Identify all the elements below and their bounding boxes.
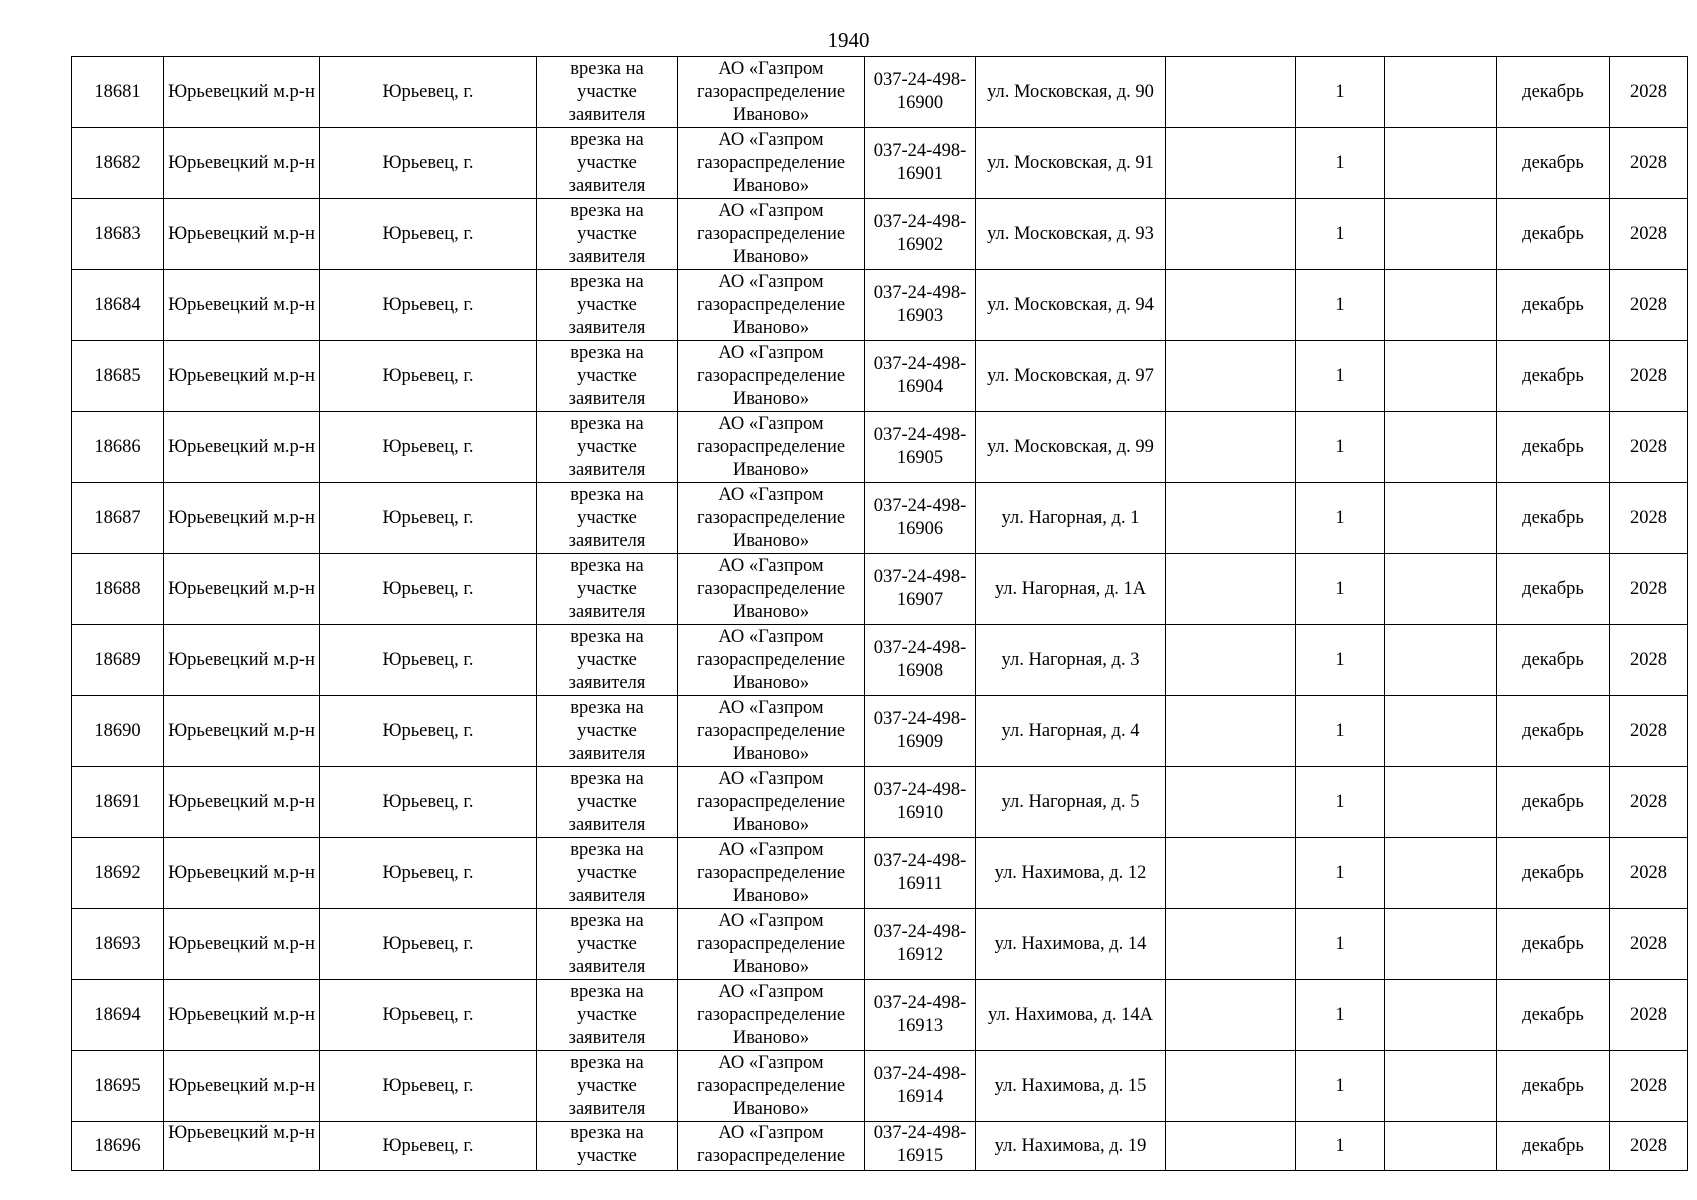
table-row (72, 128, 1688, 199)
year-cell: 2028 (1610, 483, 1688, 554)
quantity-cell: 1 (1296, 1051, 1385, 1122)
table-row (72, 838, 1688, 909)
empty-cell (1385, 909, 1497, 980)
object-code-cell: 037-24-498-16900 (865, 57, 976, 128)
empty-cell (1385, 1122, 1497, 1171)
address-cell: ул. Нагорная, д. 3 (976, 625, 1166, 696)
organization-cell: АО «Газпром газораспределение Иваново» (678, 696, 865, 767)
object-code-cell: 037-24-498-16903 (865, 270, 976, 341)
empty-cell (1385, 412, 1497, 483)
locality-cell: Юрьевец, г. (320, 1051, 537, 1122)
object-code-cell: 037-24-498-16912 (865, 909, 976, 980)
quantity-cell: 1 (1296, 199, 1385, 270)
year-cell: 2028 (1610, 767, 1688, 838)
district-cell: Юрьевецкий м.р-н (164, 625, 320, 696)
address-cell: ул. Нахимова, д. 12 (976, 838, 1166, 909)
row-number-cell: 18689 (72, 625, 164, 696)
row-number-cell: 18693 (72, 909, 164, 980)
empty-cell (1166, 412, 1296, 483)
empty-cell (1385, 270, 1497, 341)
organization-cell: АО «Газпром газораспределение Иваново» (678, 980, 865, 1051)
year-cell: 2028 (1610, 128, 1688, 199)
connection-type-cell: врезка на участке заявителя (537, 554, 678, 625)
organization-cell: АО «Газпром газораспределение Иваново» (678, 838, 865, 909)
table-row (72, 696, 1688, 767)
month-cell: декабрь (1497, 980, 1610, 1051)
year-cell: 2028 (1610, 696, 1688, 767)
empty-cell (1385, 767, 1497, 838)
empty-cell (1166, 57, 1296, 128)
organization-cell: АО «Газпром газораспределение Иваново» (678, 483, 865, 554)
district-cell: Юрьевецкий м.р-н (164, 838, 320, 909)
year-cell: 2028 (1610, 1122, 1688, 1171)
quantity-cell: 1 (1296, 341, 1385, 412)
empty-cell (1385, 483, 1497, 554)
empty-cell (1385, 696, 1497, 767)
address-cell: ул. Нахимова, д. 14 (976, 909, 1166, 980)
district-cell: Юрьевецкий м.р-н (164, 57, 320, 128)
empty-cell (1166, 696, 1296, 767)
year-cell: 2028 (1610, 199, 1688, 270)
connection-type-cell: врезка на участке заявителя (537, 270, 678, 341)
locality-cell: Юрьевец, г. (320, 128, 537, 199)
empty-cell (1166, 909, 1296, 980)
address-cell: ул. Нагорная, д. 1А (976, 554, 1166, 625)
organization-cell: АО «Газпром газораспределение Иваново» (678, 554, 865, 625)
quantity-cell: 1 (1296, 696, 1385, 767)
locality-cell: Юрьевец, г. (320, 554, 537, 625)
quantity-cell: 1 (1296, 838, 1385, 909)
locality-cell: Юрьевец, г. (320, 1122, 537, 1171)
year-cell: 2028 (1610, 270, 1688, 341)
month-cell: декабрь (1497, 57, 1610, 128)
row-number-cell: 18686 (72, 412, 164, 483)
quantity-cell: 1 (1296, 980, 1385, 1051)
empty-cell (1166, 128, 1296, 199)
address-cell: ул. Московская, д. 97 (976, 341, 1166, 412)
locality-cell: Юрьевец, г. (320, 980, 537, 1051)
row-number-cell: 18694 (72, 980, 164, 1051)
address-cell: ул. Московская, д. 99 (976, 412, 1166, 483)
district-cell: Юрьевецкий м.р-н (164, 554, 320, 625)
organization-cell: АО «Газпром газораспределение Иваново» (678, 909, 865, 980)
year-cell: 2028 (1610, 1051, 1688, 1122)
quantity-cell: 1 (1296, 909, 1385, 980)
quantity-cell: 1 (1296, 767, 1385, 838)
address-cell: ул. Московская, д. 91 (976, 128, 1166, 199)
row-number-cell: 18692 (72, 838, 164, 909)
quantity-cell: 1 (1296, 57, 1385, 128)
connection-type-cell: врезка на участке заявителя (537, 128, 678, 199)
row-number-cell: 18684 (72, 270, 164, 341)
row-number-cell: 18690 (72, 696, 164, 767)
address-cell: ул. Московская, д. 90 (976, 57, 1166, 128)
table-row (72, 483, 1688, 554)
organization-cell: АО «Газпром газораспределение Иваново» (678, 270, 865, 341)
empty-cell (1166, 554, 1296, 625)
month-cell: декабрь (1497, 341, 1610, 412)
address-cell: ул. Нагорная, д. 4 (976, 696, 1166, 767)
locality-cell: Юрьевец, г. (320, 838, 537, 909)
district-cell: Юрьевецкий м.р-н (164, 199, 320, 270)
month-cell: декабрь (1497, 838, 1610, 909)
object-code-cell: 037-24-498-16909 (865, 696, 976, 767)
connection-type-cell: врезка на участке заявителя (537, 483, 678, 554)
organization-cell: АО «Газпром газораспределение Иваново» (678, 1051, 865, 1122)
month-cell: декабрь (1497, 625, 1610, 696)
table-row (72, 909, 1688, 980)
empty-cell (1385, 1051, 1497, 1122)
row-number-cell: 18681 (72, 57, 164, 128)
month-cell: декабрь (1497, 1051, 1610, 1122)
locality-cell: Юрьевец, г. (320, 696, 537, 767)
year-cell: 2028 (1610, 980, 1688, 1051)
empty-cell (1385, 199, 1497, 270)
empty-cell (1166, 980, 1296, 1051)
empty-cell (1385, 554, 1497, 625)
year-cell: 2028 (1610, 838, 1688, 909)
organization-cell: АО «Газпром газораспределение Иваново» (678, 128, 865, 199)
year-cell: 2028 (1610, 625, 1688, 696)
year-cell: 2028 (1610, 412, 1688, 483)
year-cell: 2028 (1610, 57, 1688, 128)
address-cell: ул. Нагорная, д. 5 (976, 767, 1166, 838)
year-cell: 2028 (1610, 554, 1688, 625)
connection-type-cell: врезка на участке заявителя (537, 980, 678, 1051)
organization-cell: АО «Газпром газораспределение Иваново» (678, 341, 865, 412)
month-cell: декабрь (1497, 483, 1610, 554)
empty-cell (1166, 838, 1296, 909)
quantity-cell: 1 (1296, 554, 1385, 625)
object-code-cell: 037-24-498-16910 (865, 767, 976, 838)
object-code-cell: 037-24-498-16913 (865, 980, 976, 1051)
connection-type-cell: врезка на участке заявителя (537, 625, 678, 696)
organization-cell: АО «Газпром газораспределение (678, 1122, 865, 1171)
table-row (72, 412, 1688, 483)
empty-cell (1385, 341, 1497, 412)
quantity-cell: 1 (1296, 625, 1385, 696)
empty-cell (1166, 1122, 1296, 1171)
month-cell: декабрь (1497, 909, 1610, 980)
year-cell: 2028 (1610, 341, 1688, 412)
quantity-cell: 1 (1296, 412, 1385, 483)
district-cell: Юрьевецкий м.р-н (164, 767, 320, 838)
month-cell: декабрь (1497, 1122, 1610, 1171)
locality-cell: Юрьевец, г. (320, 57, 537, 128)
empty-cell (1385, 128, 1497, 199)
address-cell: ул. Московская, д. 93 (976, 199, 1166, 270)
address-cell: ул. Нахимова, д. 19 (976, 1122, 1166, 1171)
table-row (72, 554, 1688, 625)
organization-cell: АО «Газпром газораспределение Иваново» (678, 57, 865, 128)
locality-cell: Юрьевец, г. (320, 767, 537, 838)
locality-cell: Юрьевец, г. (320, 625, 537, 696)
gas-connection-table (71, 56, 1688, 1171)
district-cell: Юрьевецкий м.р-н (164, 483, 320, 554)
organization-cell: АО «Газпром газораспределение Иваново» (678, 625, 865, 696)
month-cell: декабрь (1497, 696, 1610, 767)
quantity-cell: 1 (1296, 270, 1385, 341)
connection-type-cell: врезка на участке заявителя (537, 199, 678, 270)
organization-cell: АО «Газпром газораспределение Иваново» (678, 199, 865, 270)
connection-type-cell: врезка на участке заявителя (537, 909, 678, 980)
object-code-cell: 037-24-498-16907 (865, 554, 976, 625)
table-row (72, 767, 1688, 838)
district-cell: Юрьевецкий м.р-н (164, 1051, 320, 1122)
address-cell: ул. Нахимова, д. 14А (976, 980, 1166, 1051)
table-row (72, 341, 1688, 412)
empty-cell (1385, 625, 1497, 696)
object-code-cell: 037-24-498-16901 (865, 128, 976, 199)
district-cell: Юрьевецкий м.р-н (164, 696, 320, 767)
district-cell: Юрьевецкий м.р-н (164, 270, 320, 341)
table-row (72, 1051, 1688, 1122)
connection-type-cell: врезка на участке заявителя (537, 838, 678, 909)
connection-type-cell: врезка на участке заявителя (537, 341, 678, 412)
object-code-cell: 037-24-498-16908 (865, 625, 976, 696)
year-cell: 2028 (1610, 909, 1688, 980)
quantity-cell: 1 (1296, 1122, 1385, 1171)
empty-cell (1166, 341, 1296, 412)
connection-type-cell: врезка на участке заявителя (537, 412, 678, 483)
object-code-cell: 037-24-498-16905 (865, 412, 976, 483)
locality-cell: Юрьевец, г. (320, 199, 537, 270)
month-cell: декабрь (1497, 767, 1610, 838)
empty-cell (1166, 199, 1296, 270)
connection-type-cell: врезка на участке заявителя (537, 767, 678, 838)
district-cell: Юрьевецкий м.р-н (164, 412, 320, 483)
locality-cell: Юрьевец, г. (320, 341, 537, 412)
empty-cell (1166, 483, 1296, 554)
empty-cell (1166, 270, 1296, 341)
object-code-cell: 037-24-498-16915 (865, 1122, 976, 1171)
district-cell: Юрьевецкий м.р-н (164, 980, 320, 1051)
object-code-cell: 037-24-498-16911 (865, 838, 976, 909)
month-cell: декабрь (1497, 554, 1610, 625)
month-cell: декабрь (1497, 270, 1610, 341)
empty-cell (1166, 1051, 1296, 1122)
organization-cell: АО «Газпром газораспределение Иваново» (678, 412, 865, 483)
row-number-cell: 18682 (72, 128, 164, 199)
table-row (72, 199, 1688, 270)
address-cell: ул. Московская, д. 94 (976, 270, 1166, 341)
object-code-cell: 037-24-498-16914 (865, 1051, 976, 1122)
month-cell: декабрь (1497, 412, 1610, 483)
organization-cell: АО «Газпром газораспределение Иваново» (678, 767, 865, 838)
empty-cell (1385, 838, 1497, 909)
connection-type-cell: врезка на участке заявителя (537, 1051, 678, 1122)
quantity-cell: 1 (1296, 483, 1385, 554)
quantity-cell: 1 (1296, 128, 1385, 199)
row-number-cell: 18685 (72, 341, 164, 412)
page-number: 1940 (827, 28, 870, 52)
table-row (72, 1122, 1688, 1171)
district-cell: Юрьевецкий м.р-н (164, 1122, 320, 1171)
district-cell: Юрьевецкий м.р-н (164, 128, 320, 199)
empty-cell (1166, 767, 1296, 838)
connection-type-cell: врезка на участке (537, 1122, 678, 1171)
locality-cell: Юрьевец, г. (320, 270, 537, 341)
locality-cell: Юрьевец, г. (320, 483, 537, 554)
row-number-cell: 18687 (72, 483, 164, 554)
row-number-cell: 18683 (72, 199, 164, 270)
connection-type-cell: врезка на участке заявителя (537, 57, 678, 128)
row-number-cell: 18696 (72, 1122, 164, 1171)
district-cell: Юрьевецкий м.р-н (164, 909, 320, 980)
row-number-cell: 18691 (72, 767, 164, 838)
month-cell: декабрь (1497, 128, 1610, 199)
empty-cell (1385, 57, 1497, 128)
object-code-cell: 037-24-498-16902 (865, 199, 976, 270)
locality-cell: Юрьевец, г. (320, 412, 537, 483)
table-row (72, 57, 1688, 128)
table-row (72, 270, 1688, 341)
locality-cell: Юрьевец, г. (320, 909, 537, 980)
row-number-cell: 18688 (72, 554, 164, 625)
month-cell: декабрь (1497, 199, 1610, 270)
object-code-cell: 037-24-498-16906 (865, 483, 976, 554)
table-body (72, 57, 1688, 1171)
row-number-cell: 18695 (72, 1051, 164, 1122)
table-row (72, 980, 1688, 1051)
empty-cell (1166, 625, 1296, 696)
object-code-cell: 037-24-498-16904 (865, 341, 976, 412)
connection-type-cell: врезка на участке заявителя (537, 696, 678, 767)
empty-cell (1385, 980, 1497, 1051)
district-cell: Юрьевецкий м.р-н (164, 341, 320, 412)
address-cell: ул. Нахимова, д. 15 (976, 1051, 1166, 1122)
table-row (72, 625, 1688, 696)
address-cell: ул. Нагорная, д. 1 (976, 483, 1166, 554)
